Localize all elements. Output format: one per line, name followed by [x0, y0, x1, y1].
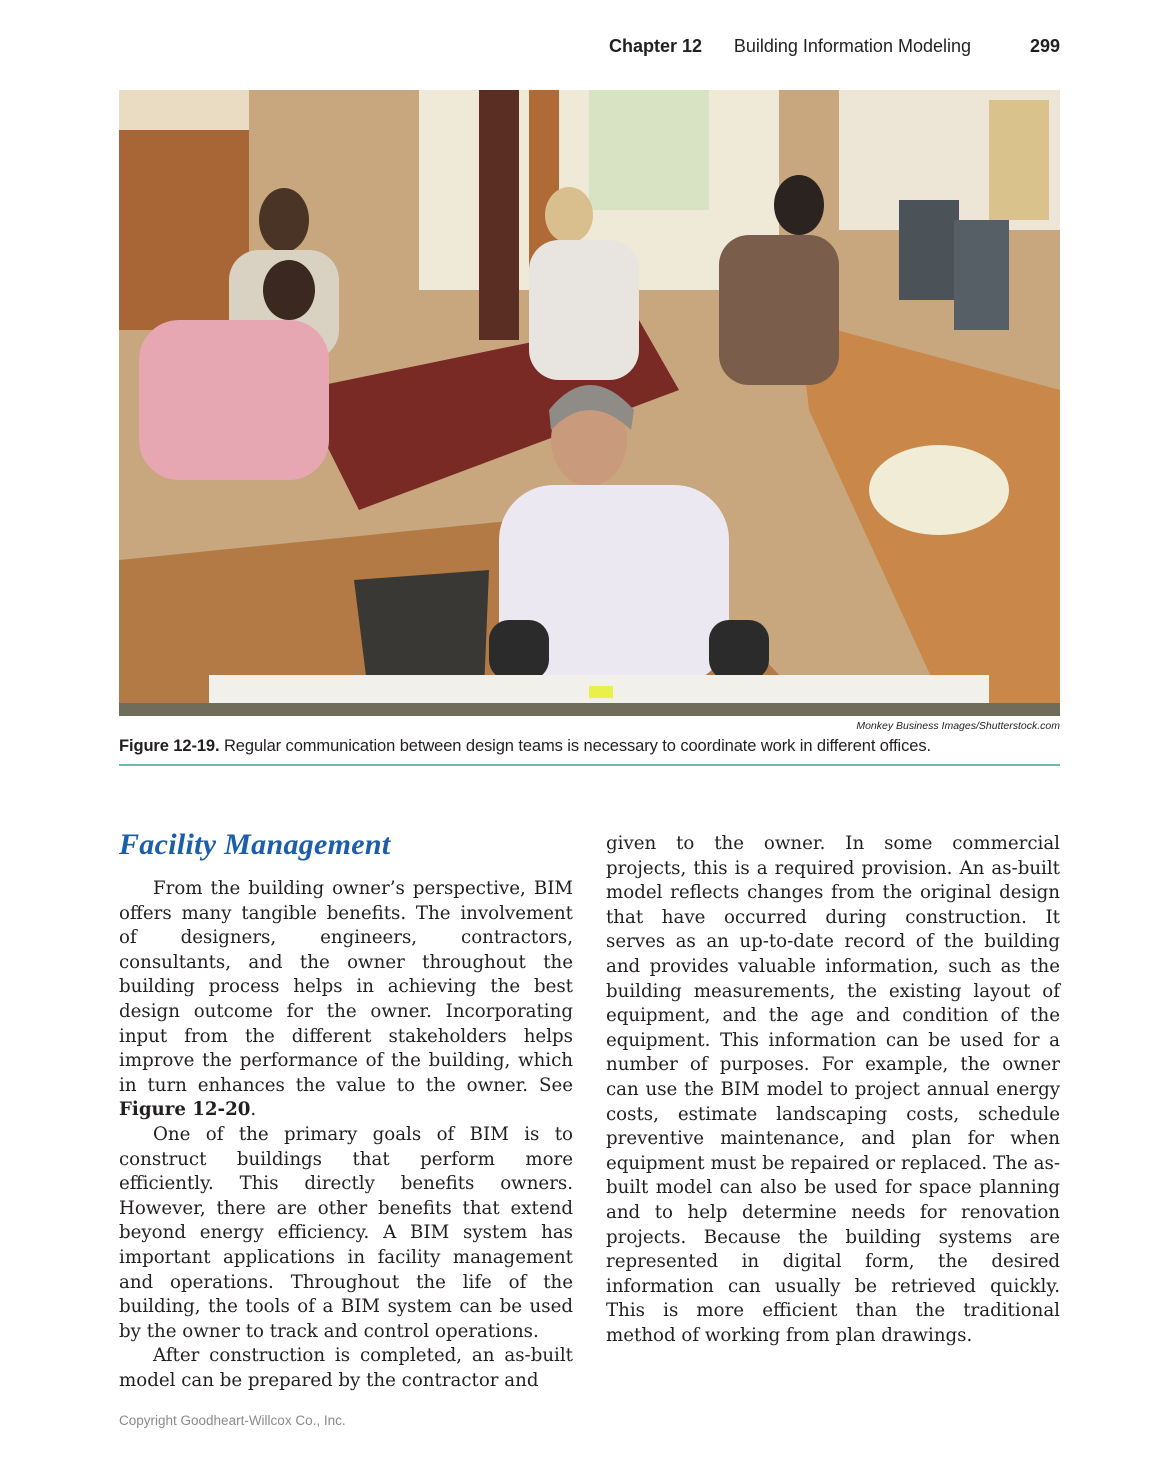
figure-photo — [119, 90, 1060, 716]
paragraph-3-continued: given to the owner. In some commercial projects, this is a required provision. An as-built model reflects changes from the original design that have occurred during construction. It serves as an up-to-date record of the building and provides valuable information, such as the building measurements, the existing layout of equipment, and the age and condition of the equipment. This information can be used for a number of purposes. For example, the owner can use the BIM model to project annual energy costs, estimate landscaping costs, schedule preventive maintenance, and plan for when equipment must be repaired or replaced. The as-built model can also be used for space planning and to help determine needs for renovation projects. Because the building systems are represented in digital form, the desired information can usually be retrieved quickly. This is more efficient than the traditional method of working from plan drawings. — [606, 833, 1060, 1346]
page-number: 299 — [1029, 36, 1060, 56]
paragraph-3: After construction is completed, an as-built model can be prepared by the contractor and — [119, 1345, 573, 1391]
chapter-number: Chapter 12 — [608, 36, 702, 56]
paragraph-1 — [119, 877, 573, 1123]
left-column — [119, 877, 573, 1393]
office-photo-illustration — [119, 90, 1060, 716]
paragraph-2: One of the primary goals of BIM is to construct buildings that perform more efficiently. This directly benefits owners. However, there are other benefits that extend beyond energy efficiency. A BIM system has important applications in facility management and operations. Throughout the life of the building, the tools of a BIM system can be used by the owner to track and control operations. — [119, 1123, 573, 1342]
chapter-title: Building Information Modeling — [733, 36, 971, 56]
paragraph-1-end: . — [250, 1099, 257, 1121]
figure-caption — [119, 737, 1060, 756]
photo-credit: Monkey Business Images/Shutterstock.com — [856, 720, 1060, 732]
running-head — [119, 36, 1060, 62]
figure-caption-text: Regular communication between design teams is necessary to coordinate work in different offices. — [219, 737, 931, 755]
copyright-footer: Copyright Goodheart-Willcox Co., Inc. — [119, 1413, 346, 1428]
paragraph-1-text: From the building owner’s perspective, BIM offers many tangible benefits. The involvement of designers, engineers, contractors, consultants, and the owner throughout the building process helps in achieving the best design outcome for the owner. Incorporating input from the different stakeholders helps improve the performance of the building, which in turn enhances the value to the owner. See — [119, 878, 573, 1096]
figure-reference: Figure 12-20 — [119, 1099, 251, 1121]
caption-divider — [119, 764, 1060, 766]
section-heading: Facility Management — [119, 828, 391, 861]
figure-label: Figure 12-19. — [119, 737, 220, 755]
right-column — [606, 832, 1060, 1348]
